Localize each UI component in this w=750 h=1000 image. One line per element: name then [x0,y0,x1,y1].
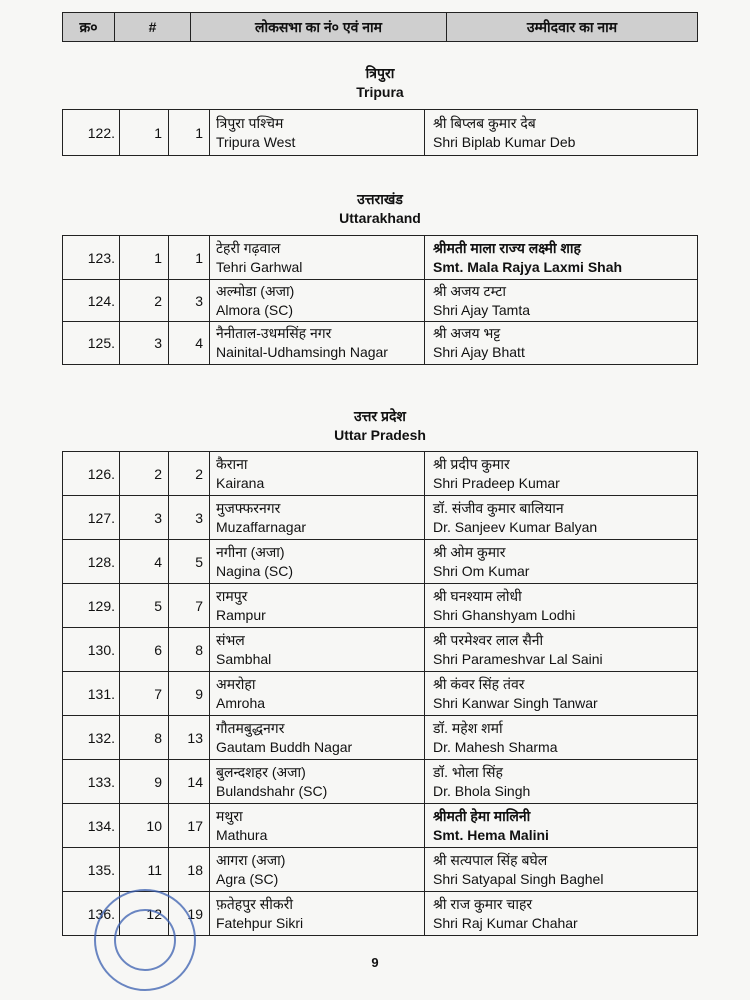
candidate-cell [425,110,698,156]
state-name-hindi: उत्तर प्रदेश [354,408,406,424]
number-cell: 1 [120,110,169,156]
candidate-hindi: श्री बिप्लब कुमार देब [433,114,536,131]
candidate-hindi: डॉ. संजीव कुमार बालियान [433,499,564,516]
table-row [63,716,698,760]
constituency-hindi: अल्मोडा (अजा) [216,282,295,299]
serial-cell: 128. [63,540,120,584]
header-constituency: लोकसभा का नं० एवं नाम [191,13,447,41]
header-hash: # [115,13,191,41]
constituency-cell [210,716,425,760]
candidate-cell [425,804,698,848]
candidate-cell [425,322,698,365]
candidate-hindi: श्रीमती हेमा मालिनी [433,807,531,824]
constituency-english: Agra (SC) [216,870,279,887]
table-header [62,12,698,42]
constituency-english: Gautam Buddh Nagar [216,738,353,755]
constituency-english: Nagina (SC) [216,562,294,579]
constituency-hindi: मुजफ्फरनगर [216,499,281,516]
constituency-hindi: बुलन्दशहर (अजा) [216,763,306,780]
constituency-number-cell: 9 [169,672,210,716]
table-uttarakhand [62,235,698,365]
section-title-tripura [62,64,698,102]
constituency-number-cell: 14 [169,760,210,804]
candidate-cell [425,584,698,628]
candidate-hindi: डॉ. महेश शर्मा [433,719,503,736]
number-cell: 1 [120,236,169,280]
candidate-english: Shri Kanwar Singh Tanwar [433,694,598,711]
table-row [63,236,698,280]
number-cell: 5 [120,584,169,628]
state-name-hindi: त्रिपुरा [365,65,395,81]
serial-cell: 126. [63,452,120,496]
candidate-english: Shri Biplab Kumar Deb [433,133,576,150]
constituency-number-cell: 19 [169,892,210,936]
table-row [63,584,698,628]
constituency-number-cell: 13 [169,716,210,760]
table-row [63,672,698,716]
candidate-english: Smt. Mala Rajya Laxmi Shah [433,258,623,275]
constituency-english: Tripura West [216,133,296,150]
constituency-cell [210,804,425,848]
candidate-english: Dr. Bhola Singh [433,782,531,799]
constituency-number-cell: 1 [169,110,210,156]
constituency-cell [210,892,425,936]
candidate-hindi: श्री राज कुमार चाहर [433,895,533,912]
table-row [63,322,698,365]
constituency-hindi: त्रिपुरा पश्चिम [216,114,284,131]
number-cell: 9 [120,760,169,804]
number-cell: 8 [120,716,169,760]
candidate-cell [425,760,698,804]
number-cell: 3 [120,496,169,540]
constituency-english: Fatehpur Sikri [216,914,304,931]
candidate-hindi: श्री परमेश्वर लाल सैनी [433,631,544,648]
number-cell: 6 [120,628,169,672]
table-row [63,496,698,540]
candidate-hindi: डॉ. भोला सिंह [433,763,503,780]
constituency-number-cell: 4 [169,322,210,365]
candidate-cell [425,892,698,936]
candidate-english: Dr. Mahesh Sharma [433,738,558,755]
constituency-hindi: टेहरी गढ़वाल [216,239,281,256]
constituency-hindi: अमरोहा [216,675,256,692]
number-cell: 12 [120,892,169,936]
number-cell: 4 [120,540,169,584]
constituency-cell [210,236,425,280]
constituency-cell [210,672,425,716]
constituency-cell [210,584,425,628]
candidate-cell [425,496,698,540]
constituency-hindi: कैराना [216,455,248,472]
serial-cell: 134. [63,804,120,848]
serial-cell: 125. [63,322,120,365]
candidate-cell [425,848,698,892]
candidate-english: Shri Pradeep Kumar [433,474,560,491]
constituency-cell [210,760,425,804]
serial-cell: 127. [63,496,120,540]
constituency-number-cell: 5 [169,540,210,584]
candidate-hindi: श्री ओम कुमार [433,543,506,560]
table-uttar-pradesh [62,451,698,936]
number-cell: 3 [120,322,169,365]
candidate-english: Shri Ghanshyam Lodhi [433,606,576,623]
table-row [63,280,698,322]
state-name-hindi: उत्तराखंड [357,191,403,207]
constituency-cell [210,496,425,540]
serial-cell: 131. [63,672,120,716]
constituency-cell [210,280,425,322]
constituency-english: Rampur [216,606,266,623]
serial-cell: 133. [63,760,120,804]
candidate-cell [425,628,698,672]
candidate-english: Dr. Sanjeev Kumar Balyan [433,518,598,535]
constituency-number-cell: 1 [169,236,210,280]
constituency-hindi: मथुरा [216,807,243,824]
table-row [63,452,698,496]
table-row [63,540,698,584]
constituency-english: Nainital-Udhamsingh Nagar [216,344,388,360]
state-name-english: Uttarakhand [339,210,421,226]
constituency-hindi: आगरा (अजा) [216,851,286,868]
constituency-hindi: संभल [216,631,245,648]
candidate-english: Shri Raj Kumar Chahar [433,914,578,931]
table-row [63,628,698,672]
constituency-english: Muzaffarnagar [216,518,307,535]
constituency-cell [210,452,425,496]
constituency-hindi: नगीना (अजा) [216,543,285,560]
header-serial: क्र० [63,13,115,41]
serial-cell: 136. [63,892,120,936]
constituency-cell [210,540,425,584]
candidate-english: Shri Ajay Tamta [433,301,531,318]
number-cell: 11 [120,848,169,892]
candidate-hindi: श्री अजय भट्ट [433,325,501,341]
serial-cell: 122. [63,110,120,156]
constituency-number-cell: 17 [169,804,210,848]
serial-cell: 124. [63,280,120,322]
constituency-english: Sambhal [216,650,272,667]
candidate-english: Shri Om Kumar [433,562,530,579]
candidate-cell [425,236,698,280]
constituency-number-cell: 7 [169,584,210,628]
candidate-english: Shri Satyapal Singh Baghel [433,870,604,887]
constituency-number-cell: 18 [169,848,210,892]
serial-cell: 129. [63,584,120,628]
constituency-cell [210,322,425,365]
candidate-cell [425,540,698,584]
constituency-english: Bulandshahr (SC) [216,782,328,799]
constituency-cell [210,628,425,672]
constituency-cell [210,110,425,156]
header-candidate: उम्मीदवार का नाम [526,18,618,35]
serial-cell: 123. [63,236,120,280]
candidate-cell [425,672,698,716]
constituency-english: Amroha [216,694,266,711]
constituency-english: Almora (SC) [216,301,294,318]
party-seal-stamp [90,885,200,995]
constituency-english: Mathura [216,826,268,843]
serial-cell: 135. [63,848,120,892]
constituency-number-cell: 2 [169,452,210,496]
candidate-english: Smt. Hema Malini [433,826,549,843]
constituency-hindi: फ़तेहपुर सीकरी [216,895,293,912]
candidate-hindi: श्री घनश्याम लोधी [433,587,522,604]
constituency-number-cell: 3 [169,280,210,322]
candidate-cell [425,280,698,322]
table-row [63,760,698,804]
candidate-hindi: श्री प्रदीप कुमार [433,455,510,472]
candidate-hindi: श्री कंवर सिंह तंवर [433,675,525,692]
candidate-hindi: श्री अजय टम्टा [433,282,507,299]
section-title-uttar-pradesh [62,407,698,445]
constituency-english: Tehri Garhwal [216,258,303,275]
section-title-uttarakhand [62,190,698,228]
constituency-number-cell: 3 [169,496,210,540]
constituency-hindi: नैनीताल-उधमसिंह नगर [216,325,332,341]
state-name-english: Uttar Pradesh [334,427,426,443]
number-cell: 2 [120,452,169,496]
candidate-english: Shri Parameshvar Lal Saini [433,650,603,667]
candidate-cell [425,452,698,496]
candidate-cell [425,716,698,760]
constituency-cell [210,848,425,892]
serial-cell: 130. [63,628,120,672]
constituency-english: Kairana [216,474,265,491]
table-tripura [62,109,698,156]
candidate-hindi: श्री सत्यपाल सिंह बघेल [433,851,548,868]
constituency-number-cell: 8 [169,628,210,672]
state-name-english: Tripura [356,84,404,100]
number-cell: 10 [120,804,169,848]
number-cell: 7 [120,672,169,716]
serial-cell: 132. [63,716,120,760]
table-row [63,804,698,848]
table-row [63,110,698,156]
page-number: 9 [371,955,379,970]
candidate-english: Shri Ajay Bhatt [433,344,525,360]
candidate-hindi: श्रीमती माला राज्य लक्ष्मी शाह [433,239,581,256]
constituency-hindi: गौतमबुद्धनगर [216,719,285,736]
constituency-hindi: रामपुर [216,587,248,604]
number-cell: 2 [120,280,169,322]
